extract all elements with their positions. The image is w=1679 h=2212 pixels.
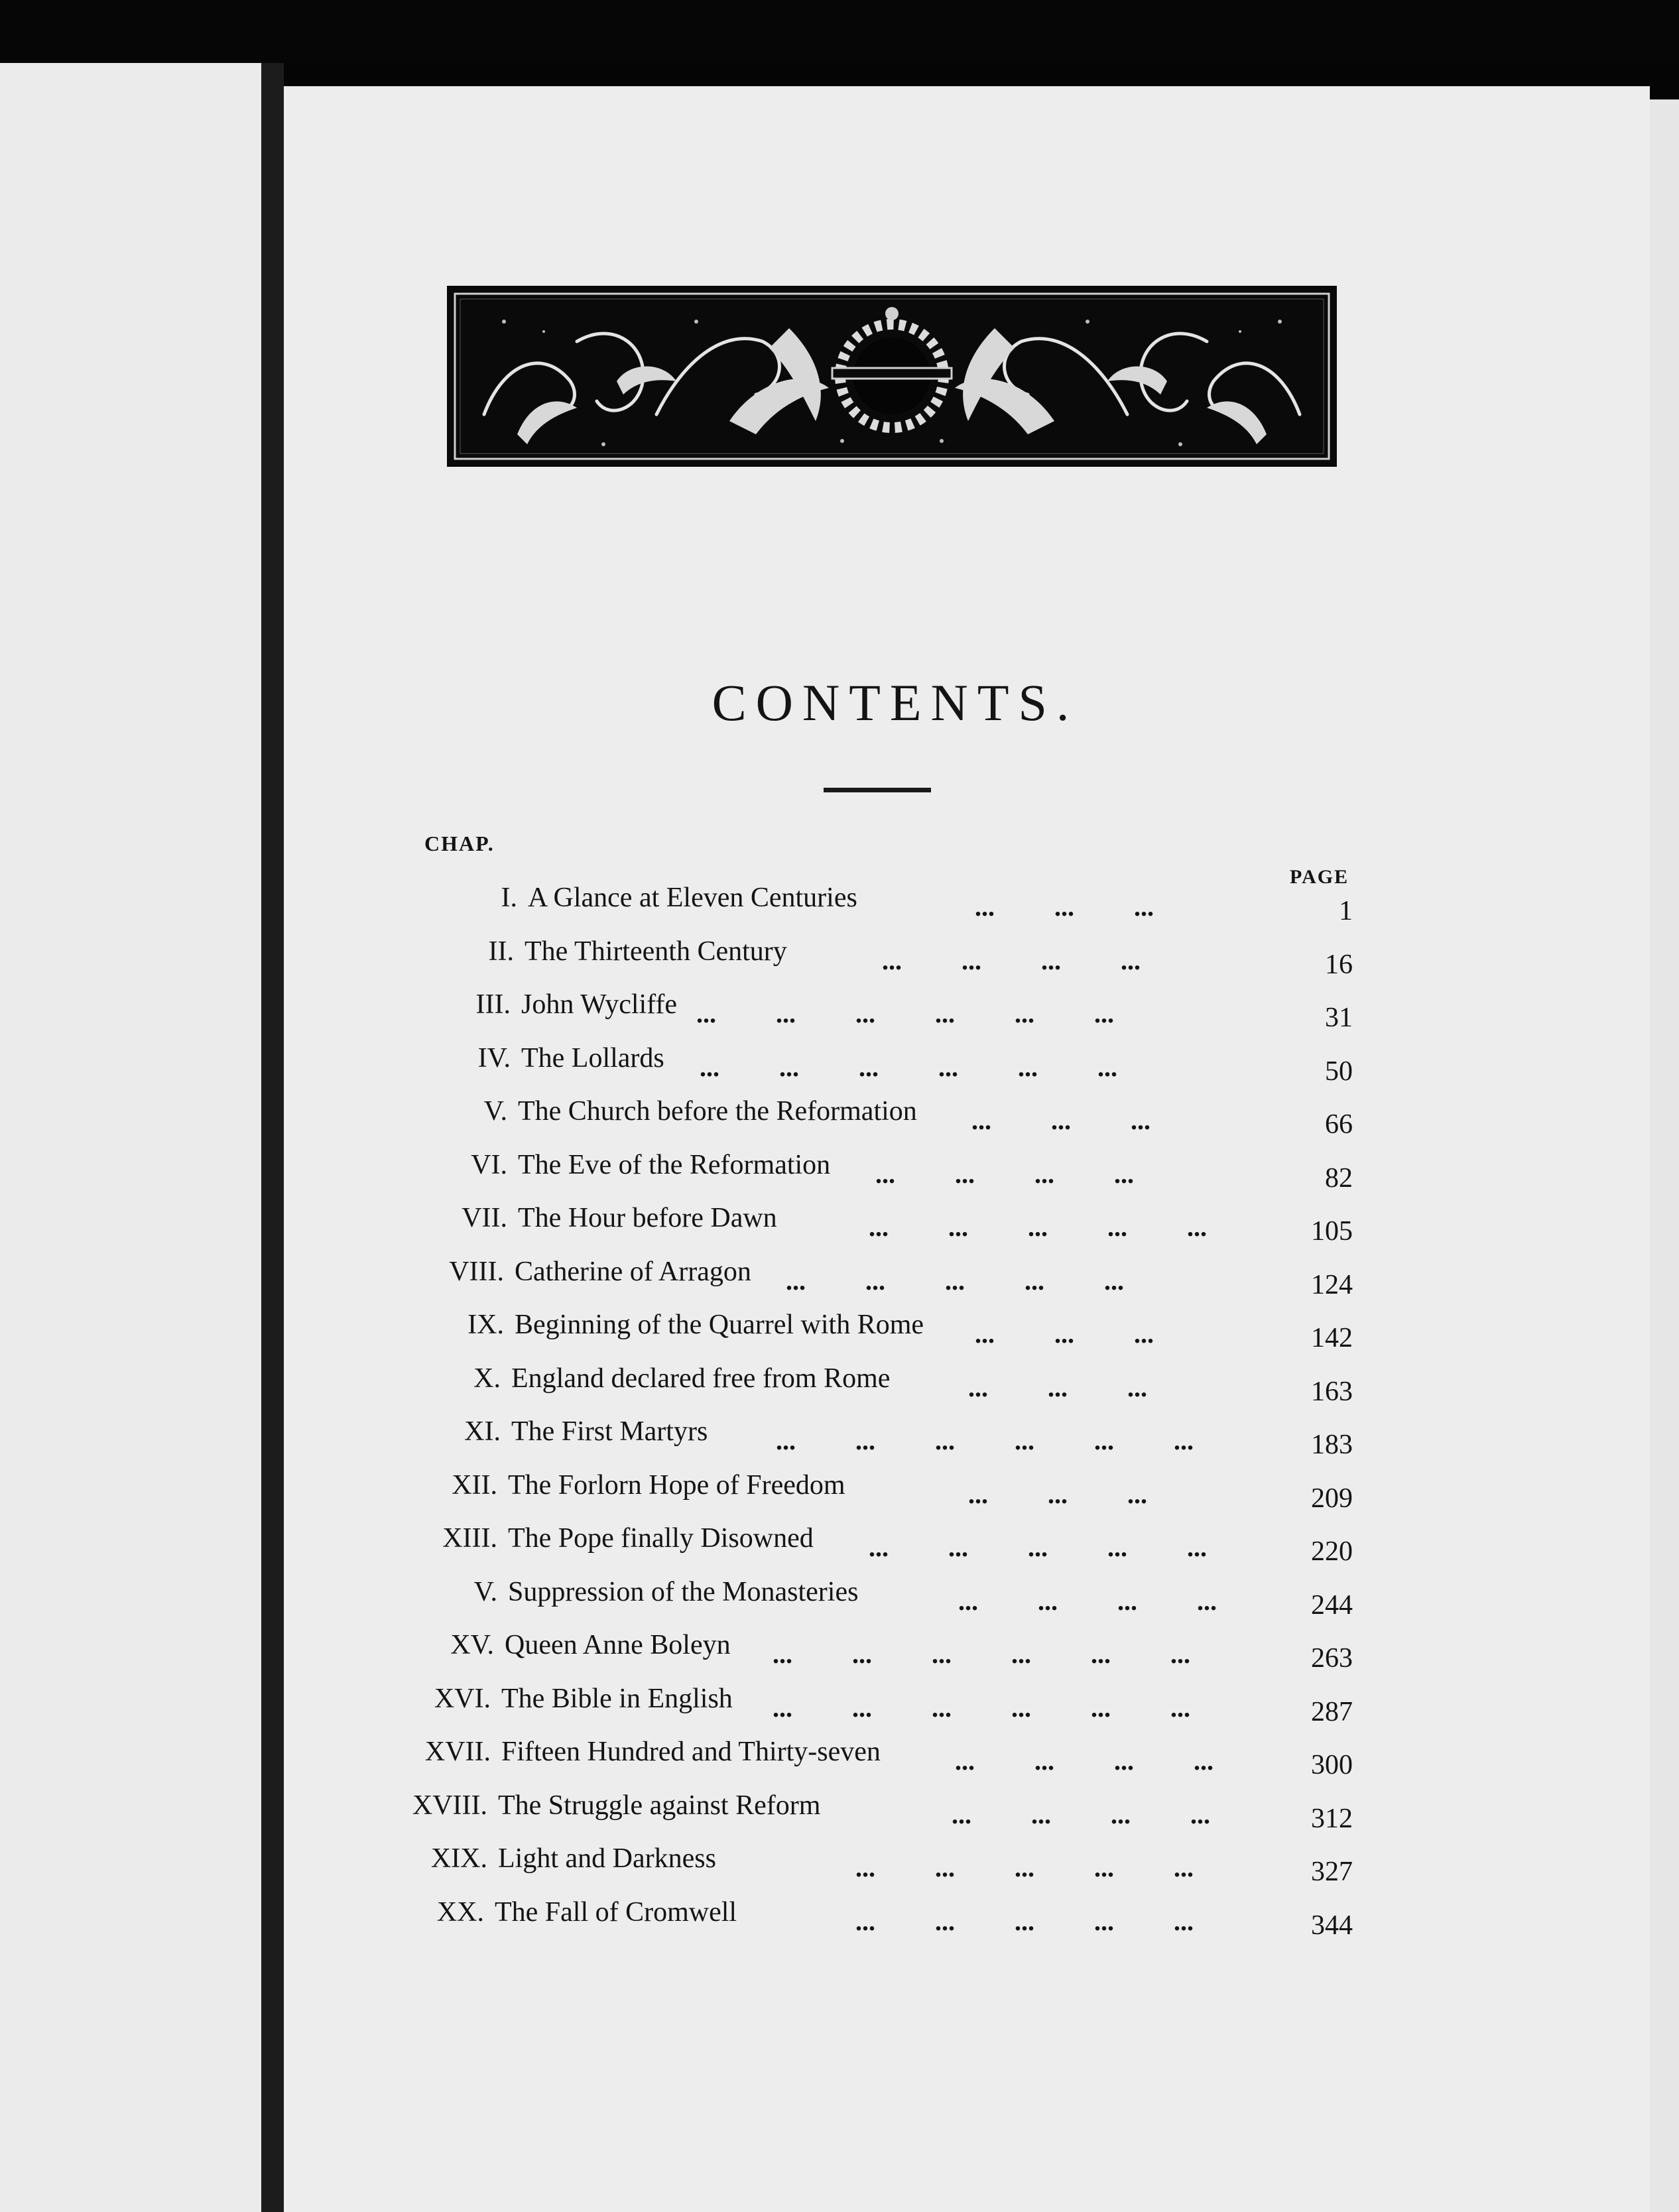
toc-entry	[0, 936, 1679, 980]
toc-entry	[0, 1202, 1679, 1247]
chapter-number: V.	[483, 1096, 507, 1127]
page-title: CONTENTS.	[712, 674, 1079, 731]
toc-entry	[0, 1790, 1679, 1834]
page-number: 163	[1311, 1376, 1353, 1407]
page-number: 220	[1311, 1536, 1353, 1567]
page-number: 344	[1311, 1910, 1353, 1941]
page-number: 287	[1311, 1696, 1353, 1727]
chapter-number: XII.	[452, 1469, 497, 1501]
chapter-title: Beginning of the Quarrel with Rome	[515, 1310, 924, 1340]
leader-dots: ... ... ...	[968, 1372, 1147, 1402]
chapter-title: Catherine of Arragon	[515, 1256, 751, 1287]
page-number: 183	[1311, 1430, 1353, 1460]
chapter-number: XVI.	[434, 1683, 491, 1714]
toc-entry	[0, 1469, 1679, 1514]
chapter-number: II.	[488, 936, 514, 967]
chapter-number: IV.	[477, 1042, 511, 1074]
chapter-number: XIII.	[442, 1523, 497, 1554]
leader-dots: ... ... ... ... ... ...	[700, 1052, 1117, 1082]
chapter-number: VI.	[471, 1149, 507, 1180]
chapter-number: XI.	[464, 1416, 501, 1447]
page-number: 1	[1339, 896, 1353, 926]
leader-dots: ... ... ... ... ... ...	[776, 1426, 1194, 1455]
chapter-title: The Bible in English	[501, 1683, 733, 1714]
toc-entry	[0, 1522, 1679, 1567]
leader-dots: ... ... ... ...	[882, 945, 1141, 975]
toc-entry	[0, 1309, 1679, 1353]
chapter-number: I.	[501, 883, 517, 913]
chapter-title: The Struggle against Reform	[498, 1790, 821, 1821]
chapter-title: The Fall of Cromwell	[495, 1896, 737, 1928]
leader-dots: ... ... ...	[975, 1319, 1154, 1349]
toc-entry	[0, 882, 1679, 926]
chapter-number: XVIII.	[412, 1790, 487, 1821]
leader-dots: ... ... ...	[968, 1479, 1147, 1509]
chapter-title: Queen Anne Boleyn	[505, 1630, 731, 1660]
page-column-label: PAGE	[1290, 866, 1349, 888]
chapter-title: The Pope finally Disowned	[508, 1523, 814, 1554]
chapter-title: A Glance at Eleven Centuries	[528, 883, 857, 913]
chapter-title: England declared free from Rome	[511, 1363, 891, 1394]
chapter-title: The Hour before Dawn	[518, 1203, 777, 1233]
chapter-title: The Forlorn Hope of Freedom	[508, 1469, 845, 1501]
leader-dots: ... ... ...	[975, 892, 1154, 922]
chapter-title: John Wycliffe	[521, 989, 678, 1020]
leader-dots: ... ... ...	[971, 1105, 1150, 1135]
chapter-number: XV.	[450, 1630, 494, 1660]
toc-entry	[0, 1363, 1679, 1407]
page-number: 300	[1311, 1750, 1353, 1780]
page-number: 263	[1311, 1643, 1353, 1674]
chap-column-label: CHAP.	[424, 831, 495, 855]
page-number: 142	[1311, 1323, 1353, 1353]
page-number: 312	[1311, 1803, 1353, 1834]
leader-dots: ... ... ... ... ...	[786, 1265, 1124, 1296]
page-number: 124	[1311, 1269, 1353, 1300]
leader-dots: ... ... ... ...	[958, 1585, 1217, 1616]
leader-dots: ... ... ... ... ...	[869, 1532, 1207, 1562]
page-number: 31	[1325, 1003, 1353, 1033]
leader-dots: ... ... ... ... ...	[855, 1853, 1194, 1882]
page-number: 66	[1325, 1109, 1353, 1140]
chapter-number: XX.	[436, 1896, 484, 1928]
chapter-number: VIII.	[449, 1256, 504, 1287]
chapter-number: X.	[473, 1363, 501, 1394]
toc-entry	[0, 1095, 1679, 1140]
page-number: 16	[1325, 949, 1353, 980]
page-number: 327	[1311, 1857, 1353, 1887]
leader-dots: ... ... ... ... ...	[869, 1212, 1207, 1242]
leader-dots: ... ... ... ... ...	[855, 1906, 1194, 1936]
chapter-number: XVII.	[424, 1737, 491, 1767]
chapter-title: The Thirteenth Century	[525, 936, 787, 967]
chapter-title: Light and Darkness	[498, 1843, 716, 1874]
page-number: 50	[1325, 1056, 1353, 1087]
toc-entry	[0, 1629, 1679, 1674]
page-number: 82	[1325, 1162, 1353, 1194]
chapter-title: The First Martyrs	[511, 1416, 708, 1447]
chapter-number: V.	[473, 1576, 497, 1607]
toc-entry	[0, 1896, 1679, 1941]
toc-entry	[0, 1576, 1679, 1621]
toc-entry	[0, 989, 1679, 1033]
page-number: 209	[1311, 1483, 1353, 1514]
chapter-number: IX.	[467, 1310, 504, 1340]
leader-dots: ... ... ... ...	[875, 1158, 1134, 1189]
toc-entry	[0, 1149, 1679, 1194]
chapter-title: Fifteen Hundred and Thirty-seven	[501, 1737, 881, 1767]
leader-dots: ... ... ... ...	[952, 1799, 1210, 1829]
chapter-number: III.	[475, 989, 511, 1020]
page-number: 105	[1311, 1216, 1353, 1247]
leader-dots: ... ... ... ... ... ...	[773, 1639, 1190, 1669]
toc-entry	[0, 1843, 1679, 1887]
toc-entry	[0, 1416, 1679, 1460]
toc-entry	[0, 1256, 1679, 1300]
chapter-title: The Church before the Reformation	[518, 1096, 917, 1127]
leader-dots: ... ... ... ... ... ...	[696, 999, 1114, 1028]
chapter-title: Suppression of the Monasteries	[508, 1576, 859, 1607]
page-number: 244	[1311, 1589, 1353, 1621]
toc-entry	[0, 1042, 1679, 1087]
chapter-title: The Lollards	[521, 1042, 664, 1074]
leader-dots: ... ... ... ... ... ...	[773, 1692, 1190, 1723]
chapter-title: The Eve of the Reformation	[518, 1149, 831, 1180]
chapter-number: VII.	[462, 1203, 507, 1233]
chapter-number: XIX.	[430, 1843, 487, 1874]
leader-dots: ... ... ... ...	[955, 1746, 1213, 1776]
toc-entry	[0, 1683, 1679, 1727]
toc-entry	[0, 1736, 1679, 1780]
